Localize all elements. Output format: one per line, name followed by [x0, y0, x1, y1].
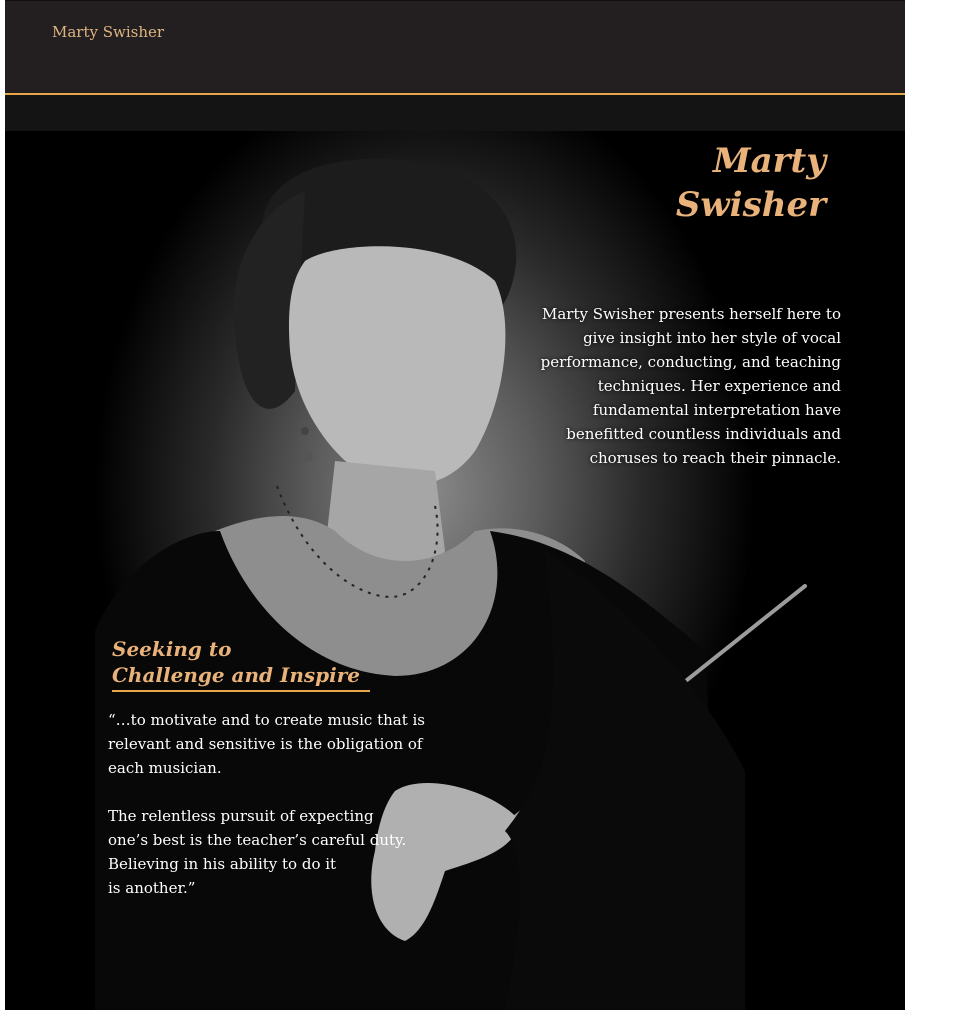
quote-line: is another.” [108, 879, 196, 897]
hero-title [526, 139, 826, 227]
section-heading [112, 636, 360, 688]
quote-block [108, 708, 448, 924]
hero-title-line2: Swisher [675, 185, 826, 225]
section-heading-underline [112, 690, 370, 692]
quote-line: The relentless pursuit of expecting [108, 807, 374, 825]
intro-paragraph: Marty Swisher presents herself here to give insight into her style of vocal performance, conducting, and teaching techniques. Her experience and fundamental interpretation have benefitted countless individuals and choruses to reach their pinnacle. [540, 305, 841, 467]
section-heading-line1: Seeking to [112, 637, 232, 661]
hero-title-line1: Marty [712, 141, 826, 181]
quote-paragraph-2 [108, 804, 448, 900]
site-header [5, 0, 905, 94]
quote-line: Believing in his ability to do it [108, 855, 337, 873]
quote-paragraph-1: “…to motivate and to create music that is relevant and sensitive is the obligation of each musician. [108, 711, 425, 777]
site-name-link[interactable]: Marty Swisher [52, 23, 165, 41]
header-band [5, 95, 905, 131]
page [5, 0, 905, 1010]
quote-line: one’s best is the teacher’s careful duty. [108, 831, 407, 849]
section-heading-line2: Challenge and Inspire [112, 663, 360, 687]
